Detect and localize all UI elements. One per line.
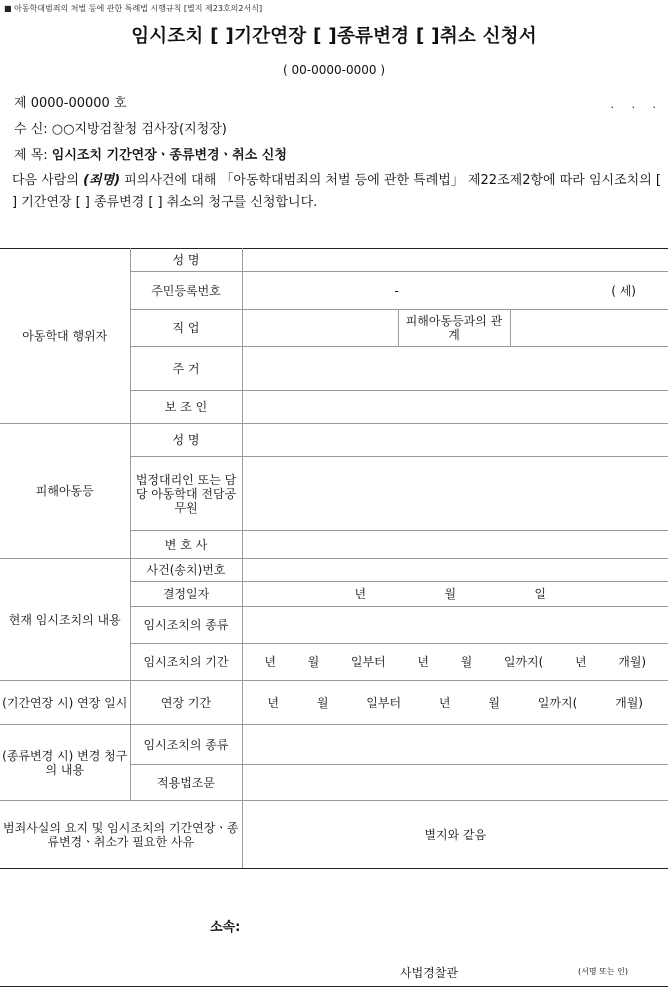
abuser-rrn-field[interactable] [242, 272, 668, 310]
current-period-part-0: 년 [264, 655, 276, 669]
abuser-relation-label: 피해아동등과의 관계 [398, 310, 510, 347]
change-type-field[interactable] [242, 725, 668, 765]
victim-section-header: 피해아동등 [0, 424, 130, 559]
affiliation-label: 소속: [210, 920, 241, 935]
date-placeholder: . . . [610, 98, 656, 111]
abuser-address-field[interactable] [242, 347, 668, 391]
current-period-part-1: 월 [307, 655, 320, 669]
abuser-job-label: 직 업 [130, 310, 242, 347]
case-number-label: 사건(송치)번호 [130, 559, 242, 582]
change-law-field[interactable] [242, 765, 668, 801]
decision-day: 일 [534, 587, 546, 601]
change-type-label: 임시조치의 종류 [130, 725, 242, 765]
recipient-line: 수 신: ○○지방검찰청 검사장(지청장) [14, 122, 227, 137]
abuser-job-field[interactable] [242, 310, 398, 347]
rrn-dash: - [394, 283, 399, 298]
change-law-label: 적용법조문 [130, 765, 242, 801]
current-period-part-3: 년 [417, 655, 429, 669]
current-period-part-7: 개월) [618, 655, 647, 669]
extension-period-part-1: 월 [316, 695, 329, 710]
extension-period-label: 연장 기간 [130, 681, 242, 725]
case-number-field[interactable] [242, 559, 668, 582]
current-period-label: 임시조치의 기간 [130, 644, 242, 681]
victim-lawyer-field[interactable] [242, 531, 668, 559]
extension-period-part-6: 개월) [615, 695, 643, 710]
body-request: 피의사건에 대해 「아동학대범죄의 처벌 등에 관한 특례법」 제22조제2항에 따라 임시조치의 [ ] 기간연장 [ ] 종류변경 [ ] 취소의 청구를 신청합니다. [12, 173, 661, 210]
abuser-rrn-label: 주민등록번호 [130, 272, 242, 310]
rrn-age: ( 세) [611, 283, 636, 298]
bottom-rule [0, 986, 668, 987]
form-title: 임시조치 [ ]기간연장 [ ]종류변경 [ ]취소 신청서 [131, 26, 537, 47]
abuser-assistant-field[interactable] [242, 391, 668, 424]
application-form-table [0, 248, 668, 869]
extension-period-field[interactable] [242, 681, 668, 725]
form-reference-note: ■ 아동학대범죄의 처벌 등에 관한 특례법 시행규칙 [별지 제23호의2서식] [4, 4, 263, 13]
abuser-section-header: 아동학대 행위자 [0, 249, 130, 424]
current-period-part-6: 년 [574, 655, 587, 669]
subject-line [14, 144, 287, 163]
current-section-header: 현재 임시조치의 내용 [0, 559, 130, 681]
change-section-header: (종류변경 시) 변경 청구의 내용 [0, 725, 130, 801]
abuser-relation-field[interactable] [510, 310, 668, 347]
officer-title: 사법경찰관 [400, 966, 458, 980]
document-number: ( 00-0000-0000 ) [283, 63, 385, 77]
extension-period-parts [245, 696, 667, 710]
body-intro: 다음 사람의 [12, 173, 79, 188]
extension-period-part-4: 월 [488, 695, 500, 710]
reason-header: 범죄사실의 요지 및 임시조치의 기간연장ㆍ종류변경ㆍ취소가 필요한 사유 [0, 801, 242, 869]
victim-lawyer-label: 변 호 사 [130, 531, 242, 559]
decision-month: 월 [444, 587, 457, 601]
abuser-assistant-label: 보 조 인 [130, 391, 242, 424]
current-period-part-5: 일까지( [503, 655, 544, 669]
victim-name-field[interactable] [242, 424, 668, 457]
abuser-name-label: 성 명 [130, 249, 242, 272]
issue-number: 제 0000-00000 호 [14, 96, 127, 111]
crime-name-placeholder: (죄명) [83, 173, 121, 188]
current-type-label: 임시조치의 종류 [130, 607, 242, 644]
victim-guardian-field[interactable] [242, 457, 668, 531]
extension-period-part-2: 일부터 [366, 695, 402, 710]
current-period-parts [245, 655, 667, 669]
subject-text: 임시조치 기간연장ㆍ종류변경ㆍ취소 신청 [51, 148, 287, 163]
extension-section-header: (기간연장 시) 연장 일시 [0, 681, 130, 725]
decision-date-label: 결정일자 [130, 582, 242, 607]
victim-guardian-label: 법정대리인 또는 담당 아동학대 전담공무원 [130, 457, 242, 531]
reason-field: 별지와 같음 [242, 801, 668, 869]
abuser-address-label: 주 거 [130, 347, 242, 391]
extension-period-part-0: 년 [267, 695, 280, 710]
subject-label: 제 목: [14, 148, 48, 163]
current-period-part-2: 일부터 [350, 655, 386, 669]
signature-note: (서명 또는 인) [578, 967, 628, 976]
abuser-name-field[interactable] [242, 249, 668, 272]
request-body [12, 170, 662, 214]
current-period-part-4: 월 [460, 655, 473, 669]
extension-period-part-3: 년 [438, 695, 451, 710]
decision-year: 년 [354, 587, 367, 601]
extension-period-part-5: 일까지( [537, 695, 578, 710]
current-period-field[interactable] [242, 644, 668, 681]
current-type-field[interactable] [242, 607, 668, 644]
decision-date-field[interactable] [242, 582, 668, 607]
victim-name-label: 성 명 [130, 424, 242, 457]
